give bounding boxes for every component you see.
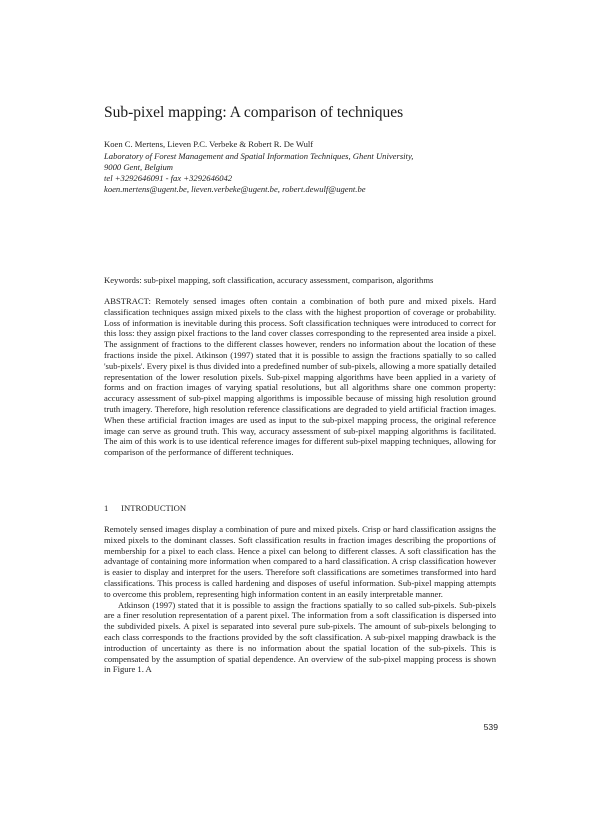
section-heading [104, 503, 496, 514]
paragraph: Atkinson (1997) stated that it is possible to assign the fractions spatially to so called sub-pixels. Sub-pixels are a finer resolution representation of a parent pixel. The information from a soft classification is dispersed into the subdivided pixels. A pixel is separated into several pure sub-pixels. The amount of sub-pixels belonging to each class corresponds to the fractions provided by the soft classification. A sub-pixel mapping drawback is the introduction of uncertainty as there is no information about the spatial location of the sub-pixels. This is compensated by the assumption of spatial dependence. An overview of the sub-pixel mapping process is shown in Figure 1. A [104, 599, 496, 675]
body-text [104, 524, 496, 675]
contact-emails: koen.mertens@ugent.be, lieven.verbeke@ugent.be, robert.dewulf@ugent.be [104, 184, 366, 194]
paper-title: Sub-pixel mapping: A comparison of techniques [104, 104, 404, 121]
section-number: 1 [104, 503, 109, 513]
affiliation-block [104, 151, 504, 195]
affiliation-address: 9000 Gent, Belgium [104, 162, 173, 172]
contact-phone: tel +3292646091 - fax +3292646042 [104, 173, 233, 183]
abstract: ABSTRACT: Remotely sensed images often contain a combination of both pure and mixed pixels. Hard classification techniques assign mixed pixels to the class with the highest proportion of coverage or probability. Loss of information is inevitable during this process. Soft classification techniques were introduced to correct for this loss: they assign pixel fractions to the land cover classes corresponding to the represented area inside a pixel. The assignment of fractions to the different classes however, renders no information about the location of these fractions inside the pixel. Atkinson (1997) stated that it is possible to assign the fractions spatially to so called 'sub-pixels'. Every pixel is thus divided into a predefined number of sub-pixels, allowing a more spatially detailed representation of the lower resolution pixels. Sub-pixel mapping algorithms have been applied in a variety of forms and on fraction images of varying spatial resolutions, but all algorithms share one common property: accuracy assessment of sub-pixel mapping algorithms is impossible because of missing high resolution ground truth imagery. Therefore, high resolution reference classifications are degraded to yield artificial fraction images. When these artificial fraction images are used as input to the sub-pixel mapping process, the original reference image can serve as ground truth. This way, accuracy assessment of sub-pixel mapping algorithms is facilitated. The aim of this work is to use identical reference images for different sub-pixel mapping techniques, allowing for comparison of the performance of different techniques. [104, 296, 496, 458]
affiliation-line: Laboratory of Forest Management and Spatial Information Techniques, Ghent University, [104, 151, 414, 161]
section-title: INTRODUCTION [121, 503, 187, 513]
author-list: Koen C. Mertens, Lieven P.C. Verbeke & Robert R. De Wulf [104, 139, 314, 149]
keywords: Keywords: sub-pixel mapping, soft classification, accuracy assessment, comparison, algorithms [104, 275, 434, 285]
paragraph: Remotely sensed images display a combination of pure and mixed pixels. Crisp or hard classification assigns the mixed pixels to the dominant classes. Soft classification results in fraction images describing the proportions of membership for a pixel to each class. Hence a pixel can belong to different classes. A soft classification has the advantage of containing more information when compared to a hard classification. A crisp classification however is easier to display and interpret for the users. Therefore soft classifications are sometimes transformed into hard classifications. This process is called hardening and disposes of useful information. Sub-pixel mapping attempts to overcome this problem, representing high information content in an easily interpretable manner. [104, 524, 496, 599]
page-number: 539 [483, 722, 498, 732]
